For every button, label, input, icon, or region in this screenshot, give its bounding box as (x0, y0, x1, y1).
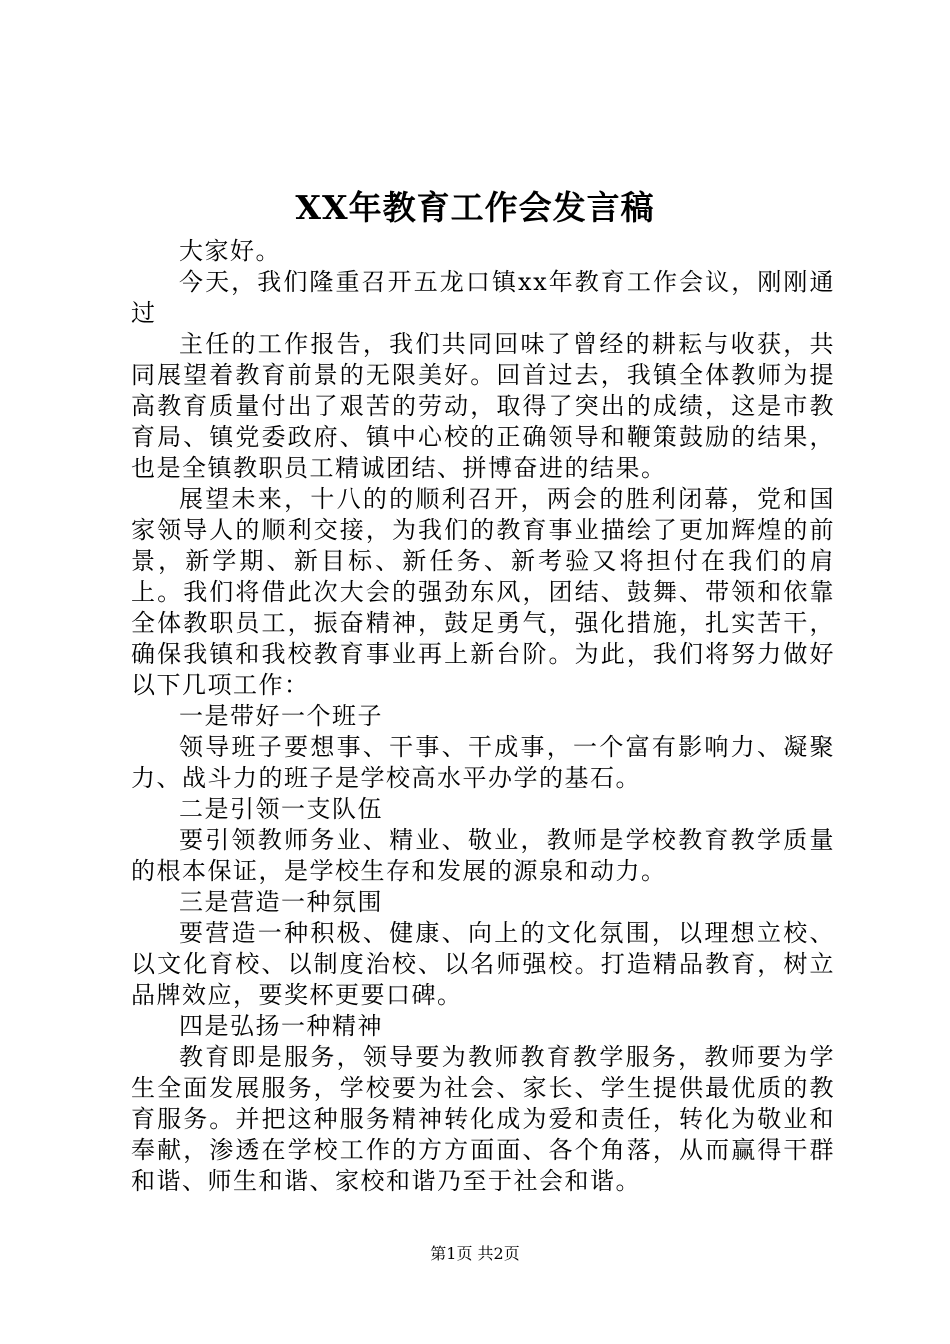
section-heading-1: 一是带好一个班子 (179, 702, 383, 730)
paragraph-greeting: 大家好。 (179, 237, 281, 265)
section-heading-3: 三是营造一种氛围 (179, 888, 383, 916)
page-indicator: 第1页 共2页 (430, 1244, 520, 1263)
paragraph-section-4: 教育即是服务，领导要为教师教育教学服务，教师要为学生全面发展服务，学校要为社会、家长、学生提供最优质的教育服务。并把这种服务精神转化成为爱和责任，转化为敬业和奉献，渗透在学校工作的方方面面、各个角落，从而赢得干群和谐、师生和谐、家校和谐乃至于社会和谐。 (131, 1043, 835, 1195)
paragraph-section-3: 要营造一种积极、健康、向上的文化氛围，以理想立校、以文化育校、以制度治校、以名师强校。打造精品教育，树立品牌效应，要奖杯更要口碑。 (131, 919, 835, 1009)
paragraph-section-1: 领导班子要想事、干事、干成事，一个富有影响力、凝聚力、战斗力的班子是学校高水平办学的基石。 (131, 733, 835, 792)
paragraph-section-2: 要引领教师务业、精业、敬业，教师是学校教育教学质量的根本保证，是学校生存和发展的源泉和动力。 (131, 826, 835, 885)
document-body (131, 236, 835, 1197)
section-heading-4: 四是弘扬一种精神 (179, 1012, 383, 1040)
paragraph-review: 主任的工作报告，我们共同回味了曾经的耕耘与收获，共同展望着教育前景的无限美好。回首过去，我镇全体教师为提高教育质量付出了艰苦的劳动，取得了突出的成绩，这是市教育局、镇党委政府、镇中心校的正确领导和鞭策鼓励的结果，也是全镇教职员工精诚团结、拼博奋进的结果。 (131, 330, 835, 482)
paragraph-outlook: 展望未来，十八的的顺利召开，两会的胜利闭幕，党和国家领导人的顺利交接，为我们的教育事业描绘了更加辉煌的前景，新学期、新目标、新任务、新考验又将担付在我们的肩上。我们将借此次大会的强劲东风，团结、鼓舞、带领和依靠全体教职员工，振奋精神，鼓足勇气，强化措施，扎实苦干，确保我镇和我校教育事业再上新台阶。为此，我们将努力做好以下几项工作： (131, 485, 835, 699)
section-heading-2: 二是引领一支队伍 (179, 795, 383, 823)
document-title: XX年教育工作会发言稿 (295, 188, 655, 227)
paragraph-opening: 今天，我们隆重召开五龙口镇xx年教育工作会议，刚刚通过 (131, 268, 835, 327)
